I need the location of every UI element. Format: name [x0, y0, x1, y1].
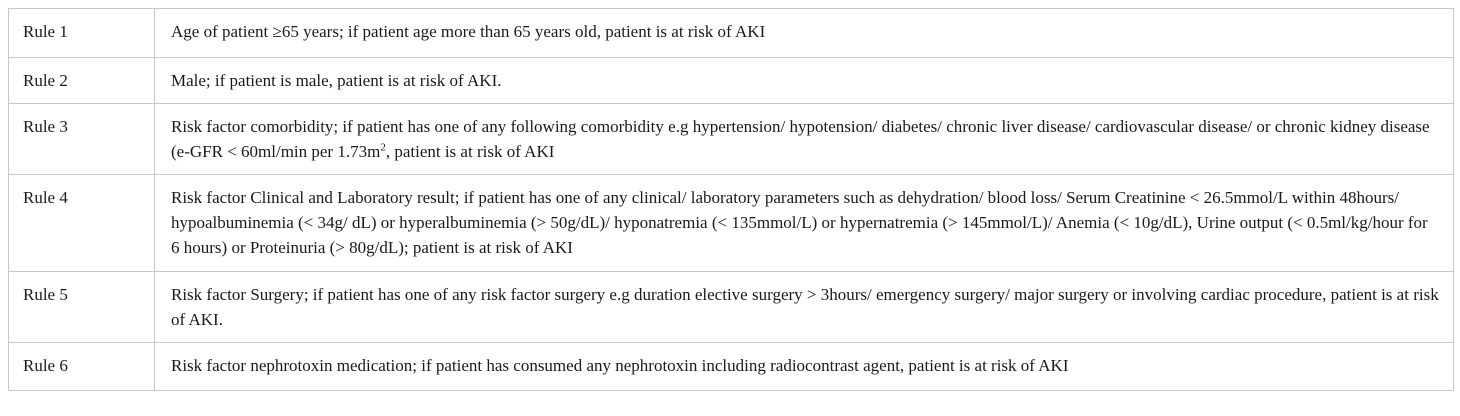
table-row [9, 9, 1454, 58]
superscript: 2 [380, 141, 386, 154]
rule-description-main: Risk factor comorbidity; if patient has one of any following comorbidity e.g hypertension/ hypotension/ diabetes/ chronic liver disease/ cardiovascular disease/ or chronic kidney disease (e-GFR < 60ml/min per 1.73m [171, 117, 1430, 161]
table-row [9, 175, 1454, 272]
rule-description-tail: , patient is at risk of AKI [385, 142, 555, 161]
rule-label: Rule 2 [9, 58, 155, 104]
rule-description: Risk factor Surgery; if patient has one of any risk factor surgery e.g duration elective surgery > 3hours/ emergency surgery/ major surgery or involving cardiac procedure, patient is at risk of AKI. [155, 272, 1454, 343]
rule-description: Risk factor Clinical and Laboratory result; if patient has one of any clinical/ laboratory parameters such as dehydration/ blood loss/ Serum Creatinine < 26.5mmol/L within 48hours/ hypoalbuminemia (< 34g/ dL) or hyperalbuminemia (> 50g/dL)/ hyponatremia (< 135mmol/L) or hypernatremia (> 145mmol/L)/ Anemia (< 10g/dL), Urine output (< 0.5ml/kg/hour for 6 hours) or Proteinuria (> 80g/dL); patient is at risk of AKI [155, 175, 1454, 272]
rule-label: Rule 1 [9, 9, 155, 58]
table-row [9, 58, 1454, 104]
rule-label: Rule 4 [9, 175, 155, 272]
rule-label: Rule 6 [9, 343, 155, 391]
rule-description: Male; if patient is male, patient is at risk of AKI. [155, 58, 1454, 104]
table-row [9, 343, 1454, 391]
rule-description: Age of patient ≥65 years; if patient age more than 65 years old, patient is at risk of AKI [155, 9, 1454, 58]
rules-table-body [9, 9, 1454, 391]
rules-table [8, 8, 1454, 391]
rule-label: Rule 5 [9, 272, 155, 343]
table-row [9, 272, 1454, 343]
rule-description [155, 104, 1454, 175]
rule-label: Rule 3 [9, 104, 155, 175]
table-row [9, 104, 1454, 175]
rule-description: Risk factor nephrotoxin medication; if patient has consumed any nephrotoxin including radiocontrast agent, patient is at risk of AKI [155, 343, 1454, 391]
